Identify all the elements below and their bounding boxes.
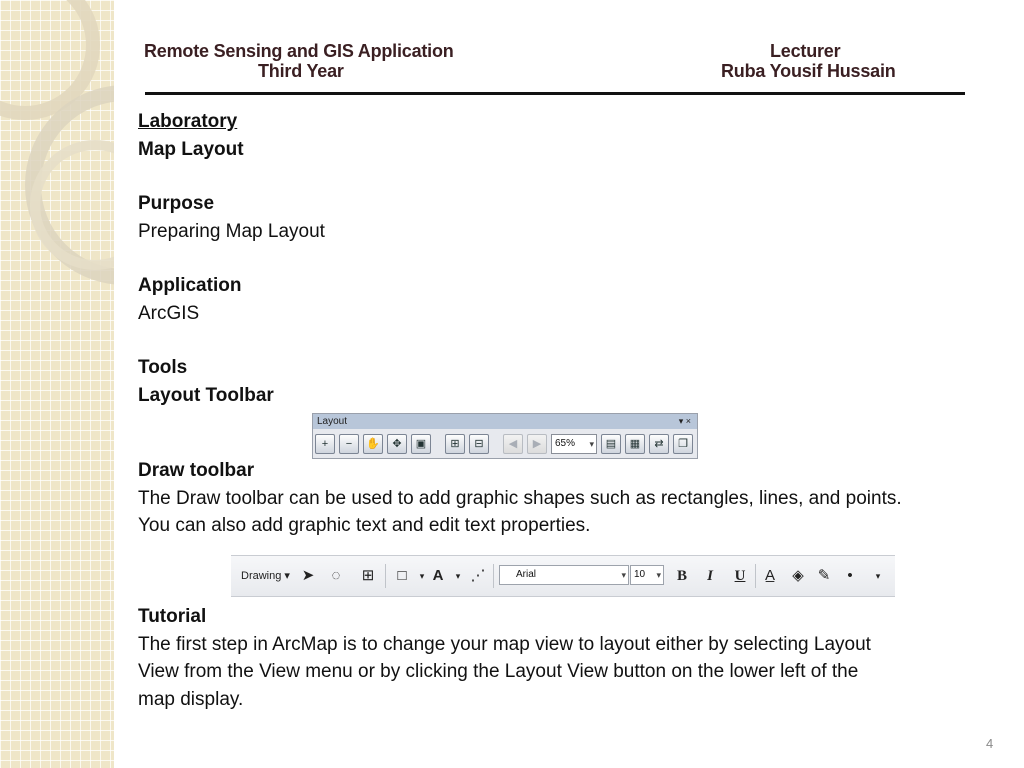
- line-color-icon[interactable]: ✎: [817, 567, 831, 584]
- font-name-select[interactable]: [499, 565, 629, 585]
- tools-text: Layout Toolbar: [138, 385, 274, 406]
- laboratory-heading: Laboratory: [138, 111, 238, 132]
- purpose-heading: Purpose: [138, 193, 215, 214]
- layout-toolbar-title: Layout: [317, 416, 348, 427]
- toolbar-separator: [755, 564, 756, 588]
- toolbar-separator: [493, 564, 494, 588]
- decorative-side-strip: [0, 0, 114, 768]
- toolbar-separator: [385, 564, 386, 588]
- layout-toolbar-image: [312, 413, 698, 459]
- text-icon[interactable]: A: [432, 567, 444, 584]
- tutorial-text-line: View from the View menu or by clicking the Layout View button on the lower left of the: [138, 661, 859, 682]
- lecturer-label: Lecturer: [770, 41, 841, 61]
- course-year: Third Year: [258, 61, 344, 81]
- fixed-zoom-out-icon[interactable]: ⊟: [469, 434, 489, 454]
- font-size-value: 10: [634, 569, 646, 580]
- fixed-zoom-in-icon[interactable]: ⊞: [445, 434, 465, 454]
- edit-vertices-icon[interactable]: ⋰: [470, 567, 486, 584]
- data-driven-pages-icon[interactable]: ❐: [673, 434, 693, 454]
- bold-button[interactable]: B: [676, 568, 687, 584]
- drawing-menu[interactable]: Drawing ▾: [241, 570, 290, 582]
- go-back-icon[interactable]: ◀: [503, 434, 523, 454]
- font-color-icon[interactable]: A̲: [764, 567, 775, 584]
- tutorial-heading: Tutorial: [138, 606, 207, 627]
- zoom-in-icon[interactable]: +: [315, 434, 335, 454]
- tutorial-text-line: The first step in ArcMap is to change your map view to layout either by selecting Layout: [138, 634, 871, 655]
- tutorial-text-line: map display.: [138, 689, 244, 710]
- tools-heading: Tools: [138, 357, 188, 378]
- font-name-value: Arial: [516, 569, 537, 580]
- chevron-down-icon[interactable]: ▾: [455, 571, 461, 581]
- font-size-select[interactable]: [630, 565, 664, 585]
- course-title: Remote Sensing and GIS Application: [144, 41, 454, 61]
- rectangle-icon[interactable]: □: [397, 567, 407, 584]
- chevron-down-icon: ▾: [589, 439, 594, 449]
- draw-toolbar-text-line: The Draw toolbar can be used to add graphic shapes such as rectangles, lines, and points.: [138, 488, 902, 509]
- page-number: 4: [986, 736, 994, 751]
- drawing-toolbar-image: [231, 555, 895, 597]
- chevron-down-icon: ▾: [656, 570, 661, 580]
- layout-toolbar-titlebar: [313, 414, 697, 429]
- toggle-draft-mode-icon[interactable]: ▤: [601, 434, 621, 454]
- draw-toolbar-heading: Draw toolbar: [138, 460, 255, 481]
- italic-button[interactable]: I: [707, 568, 713, 584]
- marker-color-icon[interactable]: •: [847, 567, 853, 584]
- close-icon[interactable]: ▾ ×: [678, 416, 691, 426]
- change-layout-icon[interactable]: ⇄: [649, 434, 669, 454]
- select-elements-icon[interactable]: ➤: [301, 567, 315, 584]
- zoom-to-selected-icon[interactable]: ⊞: [361, 567, 375, 584]
- focus-data-frame-icon[interactable]: ▦: [625, 434, 645, 454]
- go-forward-icon[interactable]: ▶: [527, 434, 547, 454]
- pan-icon[interactable]: ✋: [363, 434, 383, 454]
- underline-button[interactable]: U: [734, 568, 746, 584]
- zoom-percent-value: 65%: [555, 438, 576, 449]
- purpose-text: Preparing Map Layout: [138, 221, 325, 242]
- lecturer-name: Ruba Yousif Hussain: [721, 61, 896, 81]
- chevron-down-icon[interactable]: ▾: [875, 571, 881, 581]
- chevron-down-icon[interactable]: ▾: [419, 571, 425, 581]
- zoom-out-icon[interactable]: −: [339, 434, 359, 454]
- fill-color-icon[interactable]: ◈: [792, 567, 804, 584]
- draw-toolbar-text-line: You can also add graphic text and edit text properties.: [138, 515, 591, 536]
- application-heading: Application: [138, 275, 242, 296]
- zoom-whole-page-icon[interactable]: ✥: [387, 434, 407, 454]
- header-divider: [145, 92, 965, 95]
- laboratory-title: Map Layout: [138, 139, 244, 160]
- rotate-icon[interactable]: ◌: [331, 567, 341, 584]
- application-text: ArcGIS: [138, 303, 200, 324]
- zoom-100-icon[interactable]: ▣: [411, 434, 431, 454]
- layout-toolbar-buttons: [315, 432, 695, 458]
- zoom-percent-select[interactable]: [551, 434, 597, 454]
- chevron-down-icon: ▾: [621, 570, 626, 580]
